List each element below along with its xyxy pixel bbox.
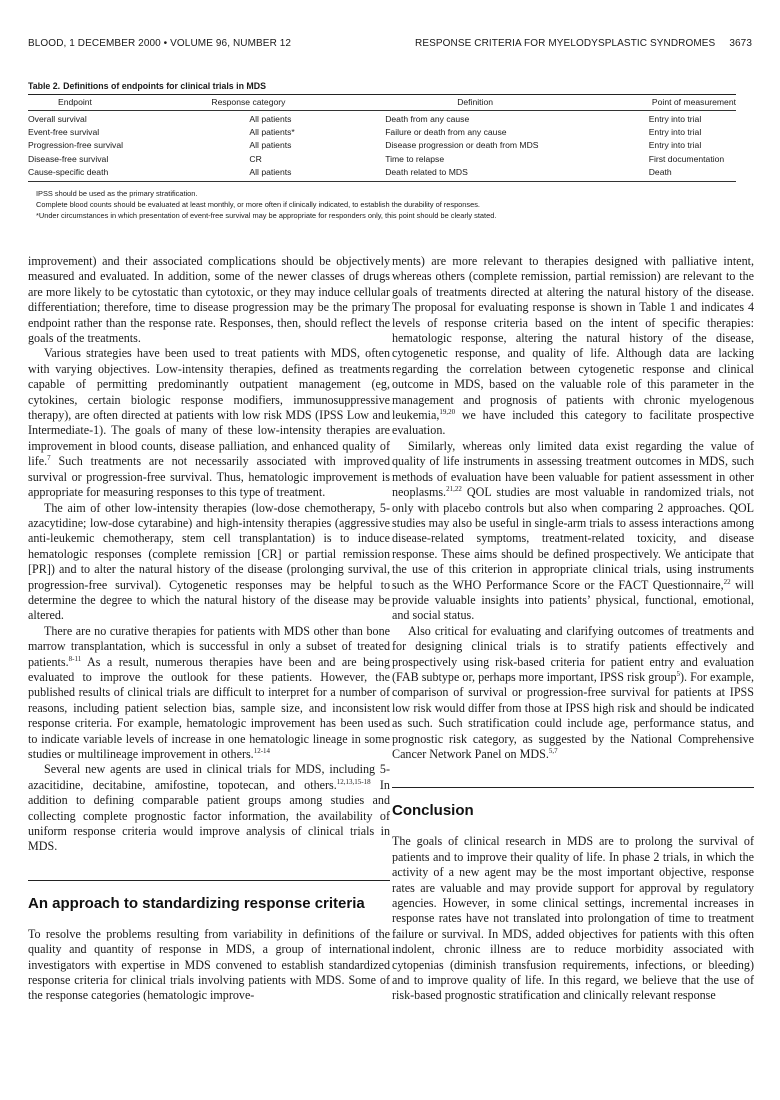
body-paragraph: The aim of other low-intensity therapies (low-dose chemotherapy, 5-azacytidine; low-dose cytarabine) and high-intensity therapies (aggressive anti-leukemic chemotherapy, stem cell transplantation) is to induce hematologic responses (complete remission [CR] or partial remission [PR]) and to alter the natural history of the disease (prolonging survival, progression-free survival). Cytogenetic responses may be helpful to determine the degree to which the natural history of the disease may be altered. [28, 500, 390, 623]
body-paragraph: Various strategies have been used to treat patients with MDS, often with varying objectives. Low-intensity therapies, defined as treatments capable of permitting predominantly outpatient management (eg, cytokines, certain biologic response modifiers, immunosuppressive therapy), are often directed at patients with low risk MDS (IPSS Low and Intermediate-1). The goals of many of these low-intensity therapies are improvement in blood counts, disease palliation, and enhanced quality of life.$^7$ Such treatments are not necessarily associated with improved survival or progression-free survival. Thus, hematologic improvement is appropriate for measuring responses to this type of treatment. [28, 346, 390, 500]
cell-endpoint: Progression-free survival [28, 140, 124, 151]
cell-point-of-measurement: Entry into trial [648, 114, 702, 124]
body-paragraph: The goals of clinical research in MDS are to prolong the survival of patients and to improve their quality of life. In phase 2 trials, in which the activity of a new agent may be the most important objective, response rates are valuable and may provide support for approval by regulatory agencies. However, in some clinical settings, incremental increases in response rates have not translated into prolongation of time to treatment failure or survival. In MDS, added objectives for patients with this often indolent, chronic illness are to reduce morbidity associated with cytopenias (diminish transfusion requirements, infections, or bleeding) and to improve quality of life. In this regard, we believe that the use of risk-based prognostic stratification and clinically relevant response [392, 834, 754, 1003]
right-column [392, 254, 754, 1004]
table-row [28, 139, 736, 152]
body-paragraph: Similarly, whereas only limited data exist regarding the value of quality of life instruments in assessing treatment outcomes in MDS, such methods of evaluation have been valuable for patient assessment in other neoplasms.$^{21,22}$ QOL studies are most valuable in randomized trials, not only with placebo controls but also when comparing 2 approaches. QOL studies may also be useful in single-arm trials to assess interactions among disease-related symptoms, treatment-related toxicity, and disease response. These aims should be defined prospectively. We anticipate that the use of this criterion in appropriate clinical trials, using instruments such as the WHO Performance Score or the FACT Questionnaire,$^{22}$ will provide valuable insights into patients’ physical, functional, emotional, and social status. [392, 438, 754, 623]
citation-ref: 5,7 [548, 747, 558, 755]
cell-response-category: All patients [249, 140, 292, 151]
citation-ref: 5 [676, 669, 681, 678]
table-footnote: IPSS should be used as the primary stratification. [36, 189, 198, 199]
endpoints-table [28, 95, 736, 179]
table-footnote: Complete blood counts should be evaluated at least monthly, or more often if clinically indicated, to establish the durability of responses. [36, 200, 480, 210]
table-title: Definitions of endpoints for clinical trials in MDS [63, 81, 266, 91]
table-footnotes [28, 182, 736, 221]
table-row [28, 126, 736, 139]
citation-ref: 8-11 [68, 654, 82, 663]
citation-ref: 12-14 [253, 747, 271, 755]
body-paragraph: There are no curative therapies for patients with MDS other than bone marrow transplantation, which is successful in only a subset of treated patients.$^{8-11}$ As a result, numerous therapies have been and are being evaluated to improve the outlook for these patients. However, the published results of clinical trials are difficult to interpret for a number of reasons, including patient selection bias, sample size, and inconsistent response criteria. For example, hematologic improvement has been used to indicate variable levels of increase in one hematologic lineage in some studies or multilineage improvement in others.$^{12-14}$ [28, 623, 390, 761]
header-definition: Definition [385, 95, 645, 111]
cell-definition: Disease progression or death from MDS [385, 140, 539, 151]
header-response-category: Response category [195, 95, 385, 111]
section-heading: Conclusion [392, 802, 474, 820]
cell-point-of-measurement: Death [648, 166, 672, 177]
left-column [28, 254, 390, 1004]
header-endpoint: Endpoint [28, 95, 195, 111]
endpoints-table-block [28, 81, 736, 221]
citation-ref: 7 [47, 454, 51, 463]
body-paragraph: To resolve the problems resulting from variability in definitions of the quality and quantity of response in MDS, a group of international investigators with expertise in MDS convened to establish standardized response criteria for clinical trials involving patients with MDS. Some of the response categories (hematologic improve- [28, 926, 390, 1003]
body-paragraph: Also critical for evaluating and clarifying outcomes of treatments and for designing clinical trials is to stratify patients effectively and prospectively using risk-based criteria for patient entry and evaluation (FAB subtype or, perhaps more important, IPSS risk group$^5$). For example, comparison of survival or progression-free survival for patients at IPSS low risk would differ from those at IPSS high risk and should be indicated as such. Such stratification could include age, performance status, and prognostic risk category, as suggested by the National Comprehensive Cancer Network Panel on MDS.$^{5,7}$ [392, 623, 754, 761]
cell-endpoint: Cause-specific death [28, 166, 109, 177]
table-header-row [28, 95, 736, 111]
article-short-title: RESPONSE CRITERIA FOR MYELODYSPLASTIC SYNDROMES [415, 38, 716, 49]
body-paragraph: Several new agents are used in clinical trials for MDS, including 5-azacitidine, decitabine, amifostine, topotecan, and others.$^{12,13,15-18}$ In addition to defining comparable patient groups among studies and collecting complete prognostic factor information, the availability of uniform response criteria would improve analysis of clinical trials in MDS. [28, 762, 390, 854]
table-row [28, 166, 736, 179]
cell-definition: Death from any cause [385, 114, 470, 124]
citation-ref: 22 [723, 577, 731, 586]
table-row [28, 153, 736, 166]
header-point-of-measurement: Point of measurement [645, 95, 736, 111]
page-number: 3673 [729, 38, 752, 49]
citation-ref: 12,13,15-18 [336, 777, 371, 786]
table-label: Table 2. [28, 81, 61, 91]
citation-ref: 21,22 [446, 485, 462, 494]
cell-point-of-measurement: Entry into trial [648, 140, 702, 151]
citation-ref: 19,20 [439, 408, 456, 417]
section-heading: An approach to standardizing response criteria [28, 894, 365, 912]
section-divider [28, 880, 390, 881]
body-paragraph: ments) are more relevant to therapies designed with palliative intent, whereas others (complete remission, partial remission) are relevant to the goals of treatments directed at altering the natural history of the disease. The proposal for evaluating response is shown in Table 1 and indicates 4 levels of response criteria based on the intent of specific therapies: hematologic response, altering the natural history of the disease, cytogenetic response, and quality of life. Although data are lacking regarding the correlation between cytogenetic response and clinical outcome in MDS, based on the valuable role of this parameter in the management and prognosis of patients with chronic myelogenous leukemia,$^{19,20}$ we have included this category to facilitate prospective evaluation. [392, 254, 754, 438]
table-footnote: *Under circumstances in which presentation of event-free survival may be appropriate for responders only, this point should be clearly stated. [36, 211, 497, 221]
cell-endpoint: Disease-free survival [28, 153, 109, 164]
body-paragraph: improvement) and their associated complications should be objectively measured and evaluated. In addition, some of the newer classes of drugs are more likely to be cytostatic than cytotoxic, or they may induce cellular differentiation; therefore, time to disease progression may be the primary endpoint rather than the response rate. Responses, then, should reflect the goals of the treatments. [28, 254, 390, 346]
running-head [28, 38, 752, 52]
table-caption [28, 81, 736, 91]
cell-endpoint: Event-free survival [28, 127, 100, 138]
journal-citation: BLOOD, 1 DECEMBER 2000 • VOLUME 96, NUMBER 12 [28, 38, 292, 49]
cell-point-of-measurement: First documentation [648, 153, 725, 164]
cell-endpoint: Overall survival [28, 114, 87, 124]
cell-point-of-measurement: Entry into trial [648, 127, 702, 138]
cell-definition: Death related to MDS [385, 166, 468, 177]
cell-response-category: All patients [249, 166, 292, 177]
cell-definition: Time to relapse [385, 153, 445, 164]
table-row [28, 111, 736, 127]
section-divider [392, 787, 754, 788]
running-title [415, 38, 752, 49]
cell-definition: Failure or death from any cause [385, 127, 507, 138]
cell-response-category: All patients [249, 114, 292, 124]
cell-response-category: CR [249, 153, 262, 164]
cell-response-category: All patients* [249, 127, 295, 138]
